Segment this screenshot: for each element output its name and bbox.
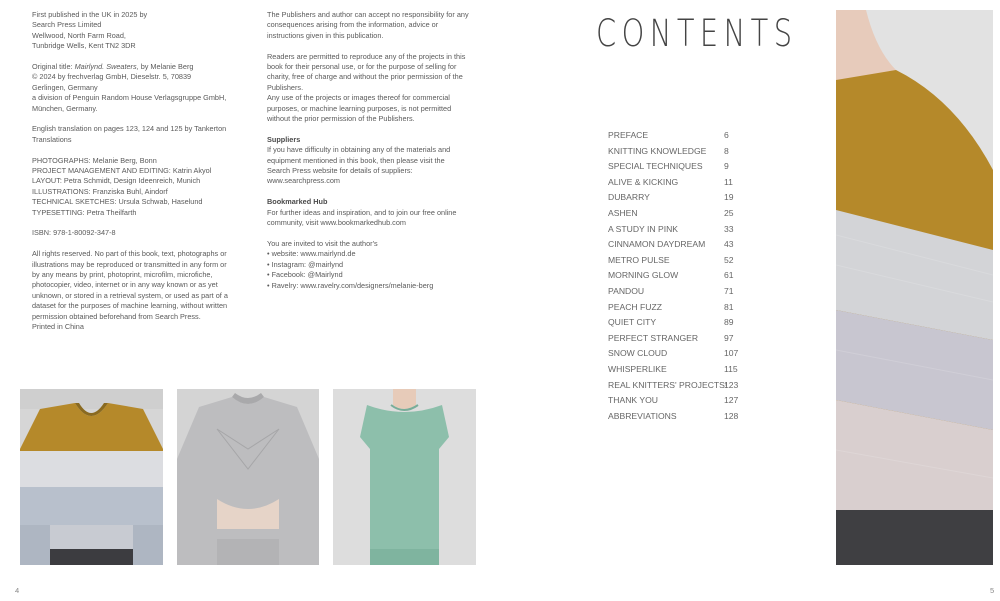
- translation-credit: English translation on pages 123, 124 and 125 by Tankerton Translations: [32, 124, 227, 144]
- toc-entry-page: 25: [724, 207, 734, 218]
- toc-entry-page: 6: [724, 130, 729, 140]
- toc-entry: [608, 128, 758, 144]
- toc-entry-page: 107: [724, 348, 739, 359]
- bookmarked-heading: Bookmarked Hub: [267, 197, 328, 207]
- toc-entry: [608, 393, 758, 409]
- author-ravelry[interactable]: • Ravelry: www.ravelry.com/designers/melanie-berg: [267, 280, 434, 290]
- reproduction-notice: Readers are permitted to reproduce any of the projects in this book for their personal use, or for the purpose of selling for charity, free of charge and without the prior permission of the Publishers. Any use of the projects or images thereof for commercial purposes, or machine learning purposes, is not permitted without the prior permission of the Publishers.: [267, 51, 466, 124]
- toc-entry-page: 128: [724, 410, 739, 421]
- toc-entry-page: 8: [724, 145, 729, 156]
- toc-entry: [608, 346, 758, 362]
- suppliers-link[interactable]: www.searchpress.com: [267, 176, 340, 186]
- toc-entry-page: 123: [724, 379, 739, 390]
- toc-entry-page: 61: [724, 270, 734, 281]
- colophon-column: [32, 10, 257, 343]
- responsibility-notice: The Publishers and author can accept no responsibility for any consequences arising from the information, advice or instructions given in this publication.: [267, 10, 469, 40]
- toc-entry-title: DUBARRY: [608, 192, 650, 203]
- toc-entry-title: PANDOU: [608, 285, 645, 296]
- sweater-sleeve-illustration: [836, 10, 993, 565]
- toc-entry-page: 127: [724, 395, 739, 406]
- toc-entry-title: PREFACE: [608, 130, 649, 140]
- toc-entry: [608, 206, 758, 222]
- toc-entry-page: 115: [724, 363, 738, 374]
- toc-entry-title: MORNING GLOW: [608, 270, 679, 281]
- toc-entry-page: 9: [724, 161, 729, 172]
- suppliers-section: Suppliers If you have difficulty in obtaining any of the materials and equipment mentioned in this book, then please visit the Search Press website for details of suppliers: www.searchpress.com: [267, 135, 482, 187]
- toc-entry-page: 89: [724, 317, 734, 328]
- toc-entry-page: 81: [724, 301, 734, 312]
- grey-sweater-photo: [177, 389, 319, 565]
- striped-sweater-photo: [20, 389, 163, 565]
- toc-entry-title: A STUDY IN PINK: [608, 223, 679, 234]
- mint-top-photo: [333, 389, 476, 565]
- isbn: ISBN: 978-1-80092-347-8: [32, 228, 116, 238]
- sweater-sleeve-closeup-photo: [836, 10, 993, 565]
- toc-entry-title: CINNAMON DAYDREAM: [608, 239, 706, 250]
- toc-entry: [608, 284, 758, 300]
- author-facebook[interactable]: • Facebook: @Mairlynd: [267, 270, 343, 280]
- toc-entry: [608, 190, 758, 206]
- author-website[interactable]: • website: www.mairlynd.de: [267, 249, 356, 259]
- toc-entry: [608, 253, 758, 269]
- original-title: Original title: Mairlynd. Sweaters, by Melanie Berg © 2024 by frechverlag GmbH, Dieselstr. 5, 70839 Gerlingen, Germany a division of Penguin Random House Verlagsgruppe GmbH, München, Germany.: [32, 62, 227, 113]
- mint-top-illustration: [333, 389, 476, 565]
- page-number-right: 5: [990, 586, 995, 595]
- publication-info: First published in the UK in 2025 by Search Press Limited Wellwood, North Farm Road, Tunbridge Wells, Kent TN2 3DR: [32, 10, 148, 51]
- toc-entry-title: PEACH FUZZ: [608, 301, 662, 312]
- table-of-contents: [608, 128, 758, 424]
- toc-entry-title: QUIET CITY: [608, 317, 657, 328]
- toc-entry: [608, 378, 758, 394]
- toc-entry-title: PERFECT STRANGER: [608, 332, 699, 343]
- toc-entry: [608, 159, 758, 175]
- toc-entry-title: THANK YOU: [608, 395, 658, 406]
- toc-entry-title: METRO PULSE: [608, 254, 670, 265]
- rights-notice: All rights reserved. No part of this book, text, photographs or illustrations may be reproduced or transmitted in any form or by any means by print, photoprint, microfilm, microfiche, photocopier, video, internet or in any way known or as yet unknown, or stored in a retrieval system, or used as part of a dataset for the purposes of machine learning, without written permission obtained beforehand from Search Press. Printed in China: [32, 249, 228, 332]
- toc-entry-title: KNITTING KNOWLEDGE: [608, 145, 707, 156]
- toc-entry-title: ASHEN: [608, 207, 638, 218]
- toc-entry: [608, 331, 758, 347]
- notices-column: [267, 10, 482, 301]
- toc-entry-title: REAL KNITTERS' PROJECTS!: [608, 379, 728, 390]
- grey-sweater-illustration: [177, 389, 319, 565]
- striped-sweater-illustration: [20, 389, 163, 565]
- author-instagram[interactable]: • Instagram: @mairlynd: [267, 259, 344, 269]
- toc-entry-page: 97: [724, 332, 734, 343]
- toc-entry-title: SNOW CLOUD: [608, 348, 668, 359]
- toc-entry-title: SPECIAL TECHNIQUES: [608, 161, 703, 172]
- toc-entry: [608, 268, 758, 284]
- toc-entry-page: 52: [724, 254, 734, 265]
- toc-entry-page: 19: [724, 192, 734, 203]
- toc-entry: [608, 409, 758, 425]
- toc-entry: [608, 175, 758, 191]
- toc-entry: [608, 300, 758, 316]
- bookmarked-section: Bookmarked Hub For further ideas and inspiration, and to join our free online community, visit www.bookmarkedhub.com: [267, 197, 482, 228]
- toc-entry-page: 43: [724, 239, 734, 250]
- toc-entry-page: 71: [724, 285, 734, 296]
- suppliers-heading: Suppliers: [267, 134, 301, 144]
- bookmarked-link[interactable]: community, visit www.bookmarkedhub.com: [267, 218, 406, 228]
- toc-entry: [608, 237, 758, 253]
- toc-entry-title: ABBREVIATIONS: [608, 410, 677, 421]
- toc-entry: [608, 144, 758, 160]
- toc-entry-page: 11: [724, 176, 733, 187]
- contents-heading: CONTENTS: [596, 12, 798, 55]
- page-number-left: 4: [15, 586, 20, 595]
- toc-entry: [608, 315, 758, 331]
- toc-entry-page: 33: [724, 223, 734, 234]
- toc-entry-title: WHISPERLIKE: [608, 363, 667, 374]
- toc-entry-title: ALIVE & KICKING: [608, 176, 679, 187]
- author-links: You are invited to visit the author's • website: www.mairlynd.de • Instagram: @mairlynd • Facebook: @Mairlynd • Ravelry: www.ravelry.com/designers/melanie-berg: [267, 239, 482, 291]
- toc-entry: [608, 362, 758, 378]
- production-credits: PHOTOGRAPHS: Melanie Berg, Bonn PROJECT MANAGEMENT AND EDITING: Katrin Akyol LAYOUT: Petra Schmidt, Design Ideenreich, Munich ILLUSTRATIONS: Franziska Buhl, Aindorf TECHNICAL SKETCHES: Ursula Schwab, Haselund TYPESETTING: Petra Theilfarth: [32, 155, 212, 217]
- toc-entry: [608, 222, 758, 238]
